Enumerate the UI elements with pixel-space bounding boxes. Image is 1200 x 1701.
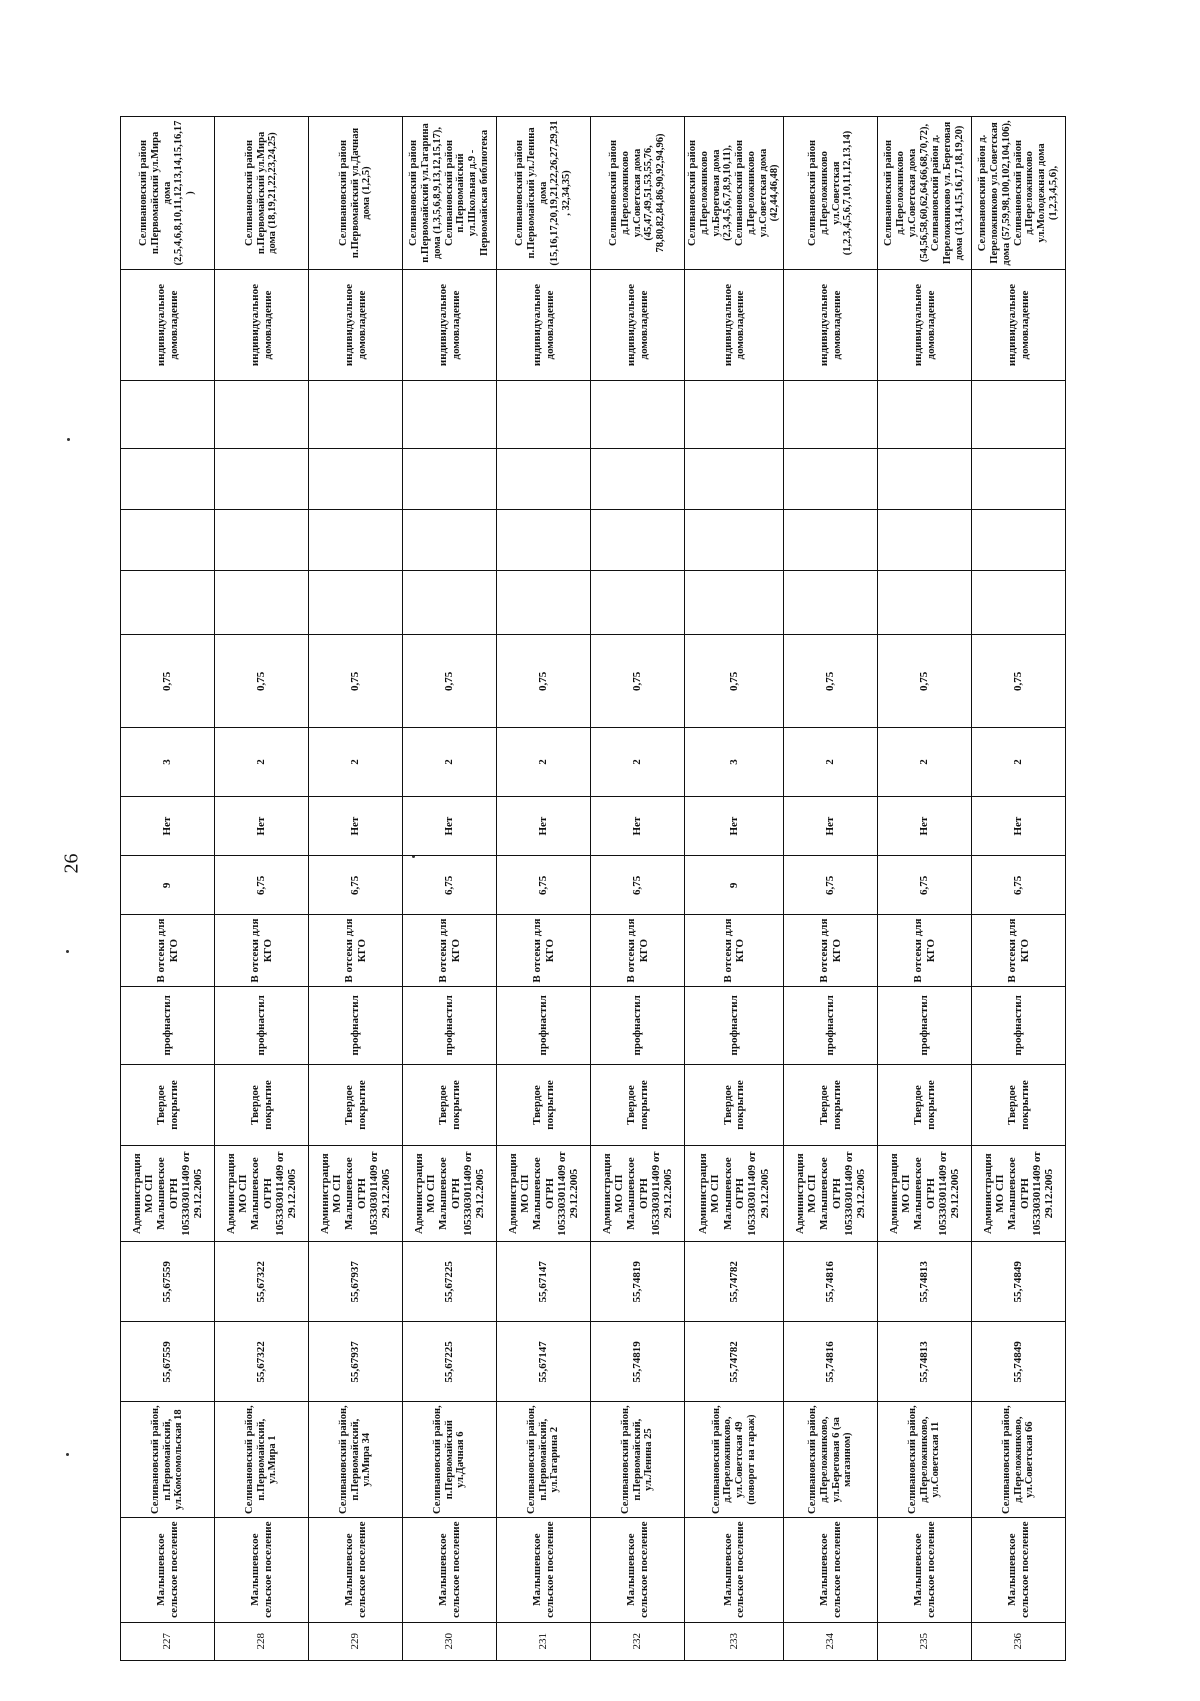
containers-cell: 2: [215, 728, 309, 796]
longitude-cell: 55,67559: [121, 1242, 215, 1322]
table-row: [309, 117, 403, 1661]
served-addresses-cell: Селивановский район п.Первомайский ул.Гагарина дома (1,3,5,6,8,9,13,12,15,17), Селивановский район п.Первомайский ул.Школьная д.9 - Первомайская библиотека: [403, 117, 497, 270]
longitude-cell: 55,74782: [685, 1242, 784, 1322]
empty-cell: [403, 510, 497, 571]
empty-cell: [497, 571, 591, 635]
municipality-cell: Малышевское сельское поселение: [685, 1517, 784, 1622]
canopy-cell: Нет: [685, 796, 784, 856]
fence-cell: профнастил: [403, 986, 497, 1064]
location-cell: Селивановский район, п.Первомайский, ул.Комсомольская 18: [121, 1402, 215, 1517]
location-cell: Селивановский район, п.Первомайский, ул.Ленина 25: [591, 1402, 685, 1517]
municipality-cell: Малышевское сельское поселение: [784, 1517, 878, 1622]
table-row: [121, 117, 215, 1661]
surface-cell: Твердое покрытие: [497, 1064, 591, 1145]
latitude-cell: 55,74816: [784, 1322, 878, 1402]
area-cell: 9: [121, 856, 215, 915]
empty-cell: [403, 381, 497, 449]
area-cell: 9: [685, 856, 784, 915]
empty-cell: [972, 449, 1066, 510]
empty-cell: [878, 381, 972, 449]
canopy-cell: Нет: [403, 796, 497, 856]
placement-cell: В отсеки для КГО: [497, 915, 591, 987]
empty-cell: [497, 381, 591, 449]
empty-cell: [497, 510, 591, 571]
waste-source-cell: индивидуальное домовладение: [215, 269, 309, 380]
latitude-cell: 55,74849: [972, 1322, 1066, 1402]
fence-cell: профнастил: [215, 986, 309, 1064]
longitude-cell: 55,67147: [497, 1242, 591, 1322]
table-row: [215, 117, 309, 1661]
row-number-cell: 236: [972, 1622, 1066, 1660]
fence-cell: профнастил: [972, 986, 1066, 1064]
empty-cell: [121, 510, 215, 571]
canopy-cell: Нет: [215, 796, 309, 856]
canopy-cell: Нет: [878, 796, 972, 856]
longitude-cell: 55,67322: [215, 1242, 309, 1322]
empty-cell: [121, 381, 215, 449]
location-cell: Селивановский район, п.Первомайский, ул.Мира 34: [309, 1402, 403, 1517]
empty-cell: [784, 381, 878, 449]
empty-cell: [591, 381, 685, 449]
table-row: [878, 117, 972, 1661]
empty-cell: [878, 449, 972, 510]
empty-cell: [591, 449, 685, 510]
container-sites-table: [120, 116, 1066, 1661]
placement-cell: В отсеки для КГО: [403, 915, 497, 987]
row-number-cell: 227: [121, 1622, 215, 1660]
surface-cell: Твердое покрытие: [215, 1064, 309, 1145]
location-cell: Селивановский район, д.Переложниково, ул.Советская 49 (поворот на гараж): [685, 1402, 784, 1517]
rotated-table-wrapper: [120, 116, 1120, 1661]
canopy-cell: Нет: [591, 796, 685, 856]
longitude-cell: 55,67937: [309, 1242, 403, 1322]
surface-cell: Твердое покрытие: [591, 1064, 685, 1145]
volume-cell: 0,75: [878, 635, 972, 728]
empty-cell: [309, 381, 403, 449]
fence-cell: профнастил: [878, 986, 972, 1064]
volume-cell: 0,75: [591, 635, 685, 728]
waste-source-cell: индивидуальное домовладение: [591, 269, 685, 380]
volume-cell: 0,75: [685, 635, 784, 728]
table-row: [685, 117, 784, 1661]
area-cell: 6,75: [784, 856, 878, 915]
longitude-cell: 55,74816: [784, 1242, 878, 1322]
surface-cell: Твердое покрытие: [878, 1064, 972, 1145]
empty-cell: [309, 510, 403, 571]
waste-source-cell: индивидуальное домовладение: [878, 269, 972, 380]
row-number-cell: 230: [403, 1622, 497, 1660]
served-addresses-cell: Селивановский район д.Переложниково ул.Советская дома (54,56,58,60,62,64,66,68,70,72), Селивановский район д. Переложниково ул. Береговая дома (13,14,15,16,17,18,19,20): [878, 117, 972, 270]
waste-source-cell: индивидуальное домовладение: [497, 269, 591, 380]
row-number-cell: 228: [215, 1622, 309, 1660]
table-row: [972, 117, 1066, 1661]
served-addresses-cell: Селивановский район п.Первомайский ул.Дачная дома (1,2,5): [309, 117, 403, 270]
owner-cell: Администрация МО СП Малышевское ОГРН 1053303011409 от 29.12.2005: [309, 1146, 403, 1242]
canopy-cell: Нет: [309, 796, 403, 856]
municipality-cell: Малышевское сельское поселение: [215, 1517, 309, 1622]
area-cell: 6,75: [497, 856, 591, 915]
containers-cell: 2: [497, 728, 591, 796]
containers-cell: 2: [972, 728, 1066, 796]
scan-dot: [66, 950, 69, 953]
empty-cell: [215, 510, 309, 571]
empty-cell: [685, 381, 784, 449]
containers-cell: 2: [878, 728, 972, 796]
waste-source-cell: индивидуальное домовладение: [784, 269, 878, 380]
latitude-cell: 55,74782: [685, 1322, 784, 1402]
owner-cell: Администрация МО СП Малышевское ОГРН 1053303011409 от 29.12.2005: [685, 1146, 784, 1242]
placement-cell: В отсеки для КГО: [215, 915, 309, 987]
volume-cell: 0,75: [497, 635, 591, 728]
table-body: [121, 117, 1066, 1661]
area-cell: 6,75: [878, 856, 972, 915]
fence-cell: профнастил: [685, 986, 784, 1064]
empty-cell: [784, 571, 878, 635]
empty-cell: [685, 449, 784, 510]
longitude-cell: 55,74849: [972, 1242, 1066, 1322]
table-row: [591, 117, 685, 1661]
latitude-cell: 55,74819: [591, 1322, 685, 1402]
empty-cell: [309, 571, 403, 635]
area-cell: 6,75: [309, 856, 403, 915]
table-row: [497, 117, 591, 1661]
placement-cell: В отсеки для КГО: [972, 915, 1066, 987]
row-number-cell: 231: [497, 1622, 591, 1660]
owner-cell: Администрация МО СП Малышевское ОГРН 1053303011409 от 29.12.2005: [121, 1146, 215, 1242]
empty-cell: [121, 449, 215, 510]
location-cell: Селивановский район, п.Первомайский ул.Дачная 6: [403, 1402, 497, 1517]
empty-cell: [972, 381, 1066, 449]
empty-cell: [591, 510, 685, 571]
served-addresses-cell: Селивановский район д. Переложниково ул.Советская дома (57,59,98,100,102,104,106), Селивановский район д.Переложниково ул.Молодежная дома (1,2,3,4,5,6),: [972, 117, 1066, 270]
owner-cell: Администрация МО СП Малышевское ОГРН 1053303011409 от 29.12.2005: [497, 1146, 591, 1242]
location-cell: Селивановский район, п.Первомайский, ул.Гагарина 2: [497, 1402, 591, 1517]
owner-cell: Администрация МО СП Малышевское ОГРН 1053303011409 от 29.12.2005: [784, 1146, 878, 1242]
fence-cell: профнастил: [309, 986, 403, 1064]
empty-cell: [784, 510, 878, 571]
containers-cell: 2: [591, 728, 685, 796]
canopy-cell: Нет: [497, 796, 591, 856]
surface-cell: Твердое покрытие: [309, 1064, 403, 1145]
waste-source-cell: индивидуальное домовладение: [685, 269, 784, 380]
owner-cell: Администрация МО СП Малышевское ОГРН 1053303011409 от 29.12.2005: [403, 1146, 497, 1242]
location-cell: Селивановский район, д.Переложниково, ул.Советская 66: [972, 1402, 1066, 1517]
owner-cell: Администрация МО СП Малышевское ОГРН 1053303011409 от 29.12.2005: [878, 1146, 972, 1242]
volume-cell: 0,75: [972, 635, 1066, 728]
empty-cell: [591, 571, 685, 635]
municipality-cell: Малышевское сельское поселение: [591, 1517, 685, 1622]
table-row: [403, 117, 497, 1661]
empty-cell: [878, 510, 972, 571]
latitude-cell: 55,74813: [878, 1322, 972, 1402]
longitude-cell: 55,74819: [591, 1242, 685, 1322]
row-number-cell: 235: [878, 1622, 972, 1660]
municipality-cell: Малышевское сельское поселение: [403, 1517, 497, 1622]
empty-cell: [403, 571, 497, 635]
municipality-cell: Малышевское сельское поселение: [309, 1517, 403, 1622]
owner-cell: Администрация МО СП Малышевское ОГРН 1053303011409 от 29.12.2005: [972, 1146, 1066, 1242]
empty-cell: [685, 510, 784, 571]
longitude-cell: 55,67225: [403, 1242, 497, 1322]
area-cell: 6,75: [403, 856, 497, 915]
row-number-cell: 229: [309, 1622, 403, 1660]
waste-source-cell: индивидуальное домовладение: [309, 269, 403, 380]
fence-cell: профнастил: [121, 986, 215, 1064]
surface-cell: Твердое покрытие: [784, 1064, 878, 1145]
containers-cell: 2: [309, 728, 403, 796]
municipality-cell: Малышевское сельское поселение: [121, 1517, 215, 1622]
latitude-cell: 55,67147: [497, 1322, 591, 1402]
placement-cell: В отсеки для КГО: [784, 915, 878, 987]
waste-source-cell: индивидуальное домовладение: [972, 269, 1066, 380]
placement-cell: В отсеки для КГО: [309, 915, 403, 987]
surface-cell: Твердое покрытие: [685, 1064, 784, 1145]
latitude-cell: 55,67322: [215, 1322, 309, 1402]
location-cell: Селивановский район, д.Переложниково, ул.Береговая 6 (за магазином): [784, 1402, 878, 1517]
municipality-cell: Малышевское сельское поселение: [878, 1517, 972, 1622]
fence-cell: профнастил: [497, 986, 591, 1064]
municipality-cell: Малышевское сельское поселение: [972, 1517, 1066, 1622]
served-addresses-cell: Селивановский район д.Переложниково ул.Советская дома (45,47,49,51,53,55,76, 78,80,82,84,86,90,92,94,96): [591, 117, 685, 270]
served-addresses-cell: Селивановский район д.Переложниково ул.Береговая дома (2,3,4,5,6,7,8,9,10,11), Селивановский район д.Переложниково ул.Советская дома (42,44,46,48): [685, 117, 784, 270]
fence-cell: профнастил: [784, 986, 878, 1064]
empty-cell: [685, 571, 784, 635]
empty-cell: [972, 571, 1066, 635]
canopy-cell: Нет: [972, 796, 1066, 856]
empty-cell: [121, 571, 215, 635]
owner-cell: Администрация МО СП Малышевское ОГРН 1053303011409 от 29.12.2005: [591, 1146, 685, 1242]
municipality-cell: Малышевское сельское поселение: [497, 1517, 591, 1622]
empty-cell: [972, 510, 1066, 571]
volume-cell: 0,75: [309, 635, 403, 728]
scan-dot: [67, 438, 70, 441]
latitude-cell: 55,67937: [309, 1322, 403, 1402]
containers-cell: 3: [121, 728, 215, 796]
volume-cell: 0,75: [121, 635, 215, 728]
placement-cell: В отсеки для КГО: [685, 915, 784, 987]
scan-dot: [66, 1453, 69, 1456]
empty-cell: [215, 381, 309, 449]
area-cell: 6,75: [215, 856, 309, 915]
volume-cell: 0,75: [215, 635, 309, 728]
latitude-cell: 55,67225: [403, 1322, 497, 1402]
empty-cell: [403, 449, 497, 510]
empty-cell: [215, 449, 309, 510]
owner-cell: Администрация МО СП Малышевское ОГРН 1053303011409 от 29.12.2005: [215, 1146, 309, 1242]
empty-cell: [309, 449, 403, 510]
empty-cell: [784, 449, 878, 510]
canopy-cell: Нет: [784, 796, 878, 856]
surface-cell: Твердое покрытие: [121, 1064, 215, 1145]
empty-cell: [497, 449, 591, 510]
row-number-cell: 232: [591, 1622, 685, 1660]
served-addresses-cell: Селивановский район п.Первомайский ул.Мира дома (18,19,21,22,23,24,25): [215, 117, 309, 270]
waste-source-cell: индивидуальное домовладение: [121, 269, 215, 380]
served-addresses-cell: Селивановский район п.Первомайский ул.Ленина дома (15,16,17,20,19,21,22,26,27,29,31, 32,34,35): [497, 117, 591, 270]
volume-cell: 0,75: [784, 635, 878, 728]
placement-cell: В отсеки для КГО: [878, 915, 972, 987]
containers-cell: 2: [784, 728, 878, 796]
containers-cell: 3: [685, 728, 784, 796]
empty-cell: [215, 571, 309, 635]
volume-cell: 0,75: [403, 635, 497, 728]
location-cell: Селивановский район, п.Первомайский, ул.Мира 1: [215, 1402, 309, 1517]
row-number-cell: 233: [685, 1622, 784, 1660]
table-row: [784, 117, 878, 1661]
fence-cell: профнастил: [591, 986, 685, 1064]
row-number-cell: 234: [784, 1622, 878, 1660]
placement-cell: В отсеки для КГО: [121, 915, 215, 987]
served-addresses-cell: Селивановский район п.Первомайский ул.Мира дома (2,5,4,6,8,10,11,12,13,14,15,16,17): [121, 117, 215, 270]
area-cell: 6,75: [591, 856, 685, 915]
placement-cell: В отсеки для КГО: [591, 915, 685, 987]
waste-source-cell: индивидуальное домовладение: [403, 269, 497, 380]
served-addresses-cell: Селивановский район д.Переложниково ул.Советская (1,2,3,4,5,6,7,10,11,12,13,14): [784, 117, 878, 270]
longitude-cell: 55,74813: [878, 1242, 972, 1322]
area-cell: 6,75: [972, 856, 1066, 915]
surface-cell: Твердое покрытие: [403, 1064, 497, 1145]
containers-cell: 2: [403, 728, 497, 796]
location-cell: Селивановский район, д.Переложниково, ул.Советская 11: [878, 1402, 972, 1517]
empty-cell: [878, 571, 972, 635]
surface-cell: Твердое покрытие: [972, 1064, 1066, 1145]
latitude-cell: 55,67559: [121, 1322, 215, 1402]
canopy-cell: Нет: [121, 796, 215, 856]
page-number: 26: [60, 853, 83, 874]
